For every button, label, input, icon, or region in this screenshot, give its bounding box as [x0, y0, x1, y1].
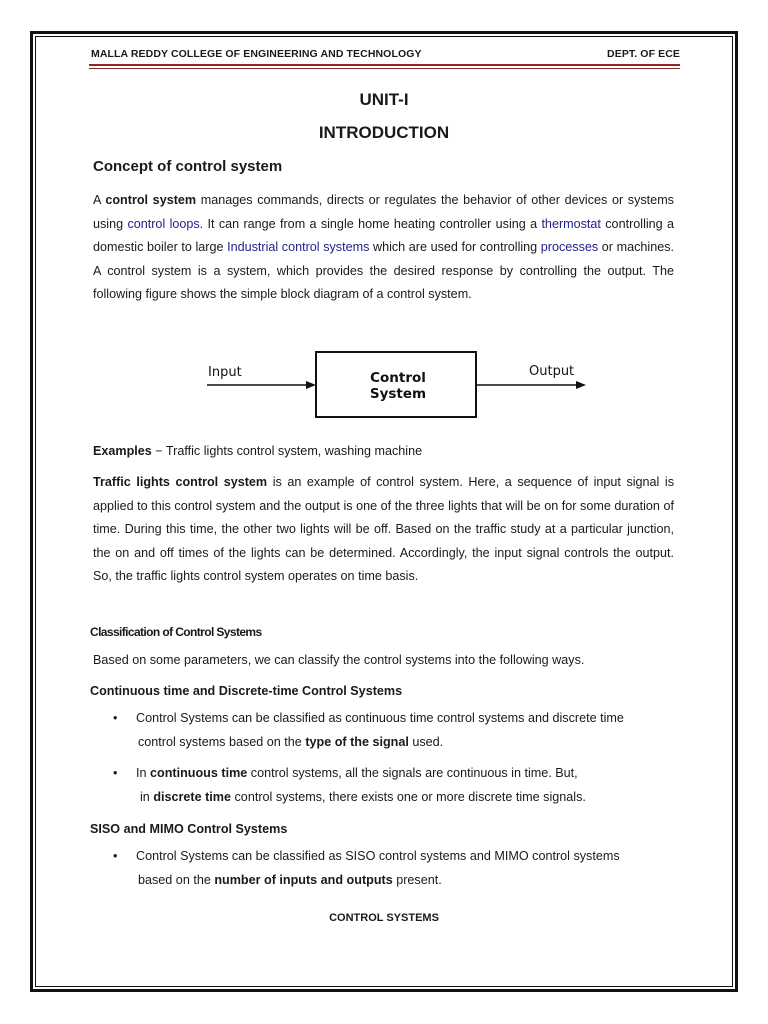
examples-label: Examples [93, 444, 152, 458]
examples-line: Examples − Traffic lights control system, washing machine [93, 444, 423, 458]
input-arrow-head [306, 381, 316, 389]
siso-mimo-heading: SISO and MIMO Control Systems [90, 822, 288, 836]
concept-heading: Concept of control system [93, 158, 283, 175]
continuous-discrete-heading: Continuous time and Discrete-time Control Systems [90, 684, 403, 698]
list-item: • In continuous time control systems, all the signals are continuous in time. But, in discrete time control systems, there exists one or more discrete time signals. [113, 762, 674, 809]
list-item: • Control Systems can be classified as SISO control systems and MIMO control systems based on the number of inputs and outputs present. [113, 845, 674, 892]
output-arrow-head [576, 381, 586, 389]
unit-title: UNIT-I [359, 90, 409, 109]
control-system-block-diagram [200, 348, 590, 422]
intro-paragraph: A control system manages commands, directs or regulates the behavior of other devices or systems using control loops. It can range from a single home heating controller using a thermostat controlling a domestic boiler to large Industrial control systems which are used for controlling processes or machines. A control system is a system, which provides the desired response by controlling the output. The following figure shows the simple block diagram of a control system. [93, 193, 674, 302]
department-name: DEPT. OF ECE [607, 48, 680, 60]
bullet-dot-icon: • [113, 849, 118, 863]
bullet-dot-icon: • [113, 711, 118, 725]
header-rule-thin [89, 68, 680, 69]
link-thermostat[interactable]: thermostat [541, 216, 601, 231]
college-name: MALLA REDDY COLLEGE OF ENGINEERING AND TECHNOLOGY [91, 48, 422, 60]
diagram-box-line2: System [369, 386, 427, 402]
classification-intro: Based on some parameters, we can classify the control systems into the following ways. [93, 653, 585, 667]
link-processes[interactable]: processes [540, 240, 599, 255]
diagram-box-line1: Control [370, 370, 426, 386]
page-header [91, 48, 680, 62]
chapter-title: INTRODUCTION [318, 123, 450, 142]
classification-heading: Classification of Control Systems [90, 625, 262, 639]
link-control-loops[interactable]: control loops [127, 216, 200, 231]
bullet-dot-icon: • [113, 766, 118, 780]
link-industrial-control-systems[interactable]: Industrial control systems [227, 240, 370, 255]
list-item: • Control Systems can be classified as continuous time control systems and discrete time control systems based on the type of the signal used. [113, 707, 674, 754]
traffic-lights-paragraph: Traffic lights control system is an example of control system. Here, a sequence of input signal is applied to this control system and the output is one of the three lights that will be on for some duration of time. During this time, the other two lights will be off. Based on the traffic study at a particular junction, the on and off times of the lights can be determined. Accordingly, the input signal controls the output. So, the traffic lights control system operates on time basis. [93, 475, 674, 584]
diagram-input-label: Input [208, 365, 242, 380]
diagram-output-label: Output [529, 364, 575, 379]
page-footer: CONTROL SYSTEMS [329, 912, 439, 924]
header-rule-thick [89, 64, 680, 66]
